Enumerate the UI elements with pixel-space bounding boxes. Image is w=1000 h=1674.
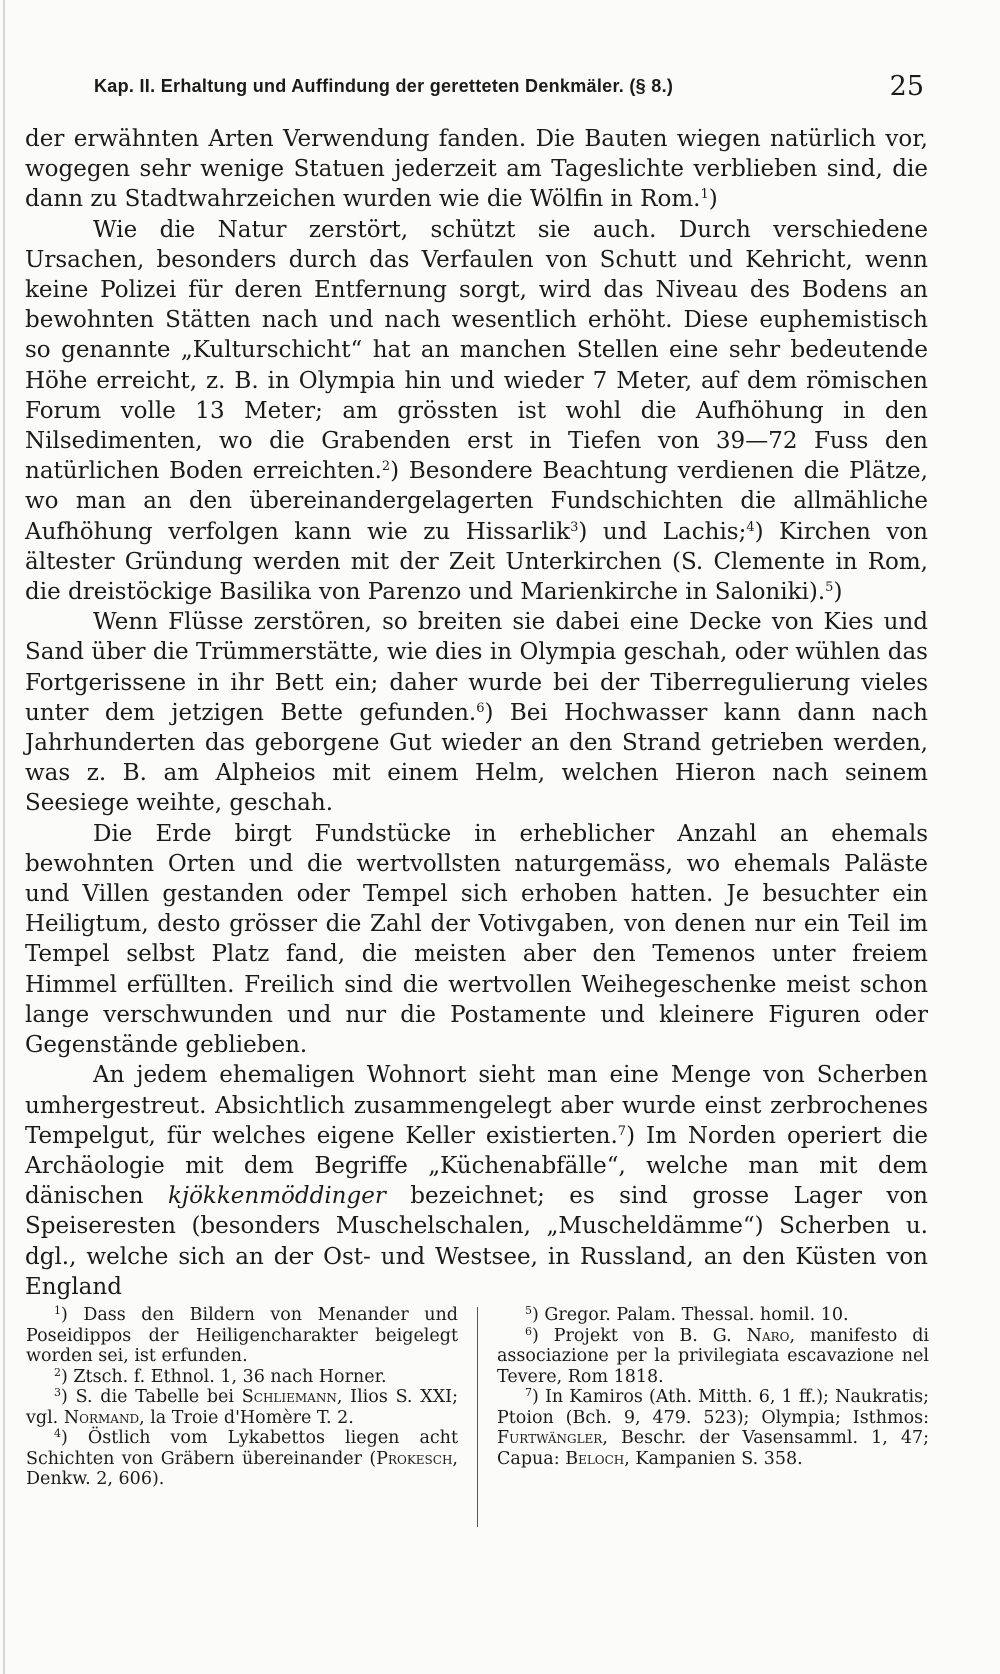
text-run: ) Im Norden operiert die Archäologie mit dem Begriffe „Küchenabfälle“, welche man mit dem dänischen [25, 1122, 928, 1210]
footnote [26, 1305, 458, 1367]
footnote-number: 5 [525, 1304, 532, 1317]
text-run: ) Kirchen von ältester Gründung werden mit der Zeit Unterkirchen (S. Clemente in Rom, die dreistöckige Basilika von Parenzo und Marienkirche in Saloniki). [25, 518, 928, 606]
footnote-text: , la Troie d'Homère T. 2. [139, 1407, 354, 1428]
footnotes-left-column [26, 1305, 458, 1527]
text-run: bezeichnet; es sind grosse Lager von Speiseresten (besonders Muschelschalen, „Muscheldämme“) Scherben u. dgl., welche sich an der Ost- und Westsee, in Russland, an den Küsten von England [25, 1183, 928, 1300]
footnote-ref: 1 [700, 187, 709, 203]
footnote-text: ) Ztsch. f. Ethnol. 1, 36 nach Horner. [61, 1366, 387, 1387]
text-run: ) [708, 186, 718, 213]
footnote-text: , Denkw. 2, 606). [26, 1448, 458, 1489]
author-name: Naro [746, 1325, 790, 1346]
footnote-text: ) Östlich vom Lykabettos liegen acht Schichten von Gräbern übereinander ( [26, 1428, 458, 1469]
footnote-text: ) In Kamiros (Ath. Mitth. 6, 1 ff.); Naukratis; Ptoion (Bch. 9, 479. 523); Olympia; Isthmos: [497, 1387, 929, 1428]
footnote-ref: 4 [746, 519, 755, 535]
paragraph [25, 607, 928, 818]
footnote-ref: 5 [825, 580, 834, 596]
author-name: Normand [63, 1407, 140, 1428]
main-text [25, 124, 928, 1302]
page-header [86, 66, 926, 106]
footnote-text: , manifesto di associazione per la privilegiata escavazione nel Tevere, Rom 1818. [497, 1325, 929, 1387]
paragraph [25, 1060, 928, 1302]
footnote-ref: 3 [570, 519, 579, 535]
scan-edge [3, 0, 5, 1674]
running-head: Kap. II. Erhaltung und Auffindung der geretteten Denkmäler. (§ 8.) [94, 75, 674, 96]
footnote-text: ) Projekt von B. G. [532, 1325, 747, 1346]
footnote-text: , Ilios S. XXI; vgl. [26, 1387, 458, 1428]
footnote-number: 7 [525, 1386, 532, 1399]
footnote-number: 3 [54, 1386, 61, 1399]
footnote [26, 1387, 458, 1428]
author-name: Prokesch [376, 1448, 453, 1469]
footnote-number: 1 [54, 1304, 61, 1317]
text-run: ) und Lachis; [578, 518, 747, 545]
footnote-text: , Kampanien S. 358. [624, 1448, 803, 1469]
footnote-text: ) Dass den Bildern von Menander und Poseidippos der Heiligencharakter beigelegt worden sei, ist erfunden. [26, 1305, 458, 1366]
footnote-ref: 2 [381, 459, 391, 475]
text-run: An jedem ehemaligen Wohnort sieht man eine Menge von Scherben umhergestreut. Absichtlich zusammengelegt aber wurde einst zerbrochenes Tempelgut, für welches eigene Keller existierten. [25, 1062, 928, 1149]
text-run: Wenn Flüsse zerstören, so breiten sie dabei eine Decke von Kies und Sand über die Trümmerstätte, wie dies in Olympia geschah, oder wühlen das Fortgerissene in ihr Bett ein; daher wurde bei der Tiberregulierung vieles unter dem jetzigen Bette gefunden. [25, 609, 928, 726]
text-run: der erwähnten Arten Verwendung fanden. Die Bauten wiegen natürlich vor, wogegen sehr wenige Statuen jederzeit am Tageslichte verblieben sind, die dann zu Stadtwahrzeichen wurden wie die Wölfin in Rom. [25, 126, 928, 213]
footnote [497, 1326, 929, 1388]
footnote-number: 6 [525, 1324, 532, 1338]
footnote [497, 1305, 929, 1326]
footnote-ref: 6 [476, 700, 485, 716]
footnote [26, 1428, 458, 1490]
text-run: ) Besondere Beachtung verdienen die Plätze, wo man an den übereinandergelagerten Fundschichten die allmähliche Aufhöhung verfolgen kann wie zu Hissarlik [25, 458, 928, 545]
paragraph [25, 124, 928, 215]
italic-term: kjökkenmöddinger [168, 1183, 386, 1210]
footnote-number: 2 [54, 1365, 61, 1379]
page-number: 25 [889, 70, 924, 102]
paragraph [25, 215, 928, 608]
text-run: ) Bei Hochwasser kann dann nach Jahrhunderten das geborgene Gut wieder an den Strand getrieben werden, was z. B. am Alpheios mit einem Helm, welchen Hieron nach seinem Seesiege weihte, geschah. [25, 699, 928, 817]
footnotes-right-column [497, 1305, 929, 1527]
footnote-text: , Beschr. der Vasensamml. 1, 47; Capua: [497, 1428, 929, 1469]
author-name: Schliemann [241, 1387, 337, 1407]
footnote-number: 4 [54, 1427, 61, 1440]
paragraph: Die Erde birgt Fundstücke in erheblicher Anzahl an ehemals bewohnten Orten und die wertvollsten naturgemäss, wo ehemals Paläste und Villen gestanden oder Tempel sich erhoben hatten. Je besuchter ein Heiligtum, desto grösser die Zahl der Votivgaben, von denen nur ein Teil im Tempel selbst Platz fand, die meisten aber den Temenos unter freiem Himmel erfüllten. Freilich sind die wertvollen Weihegeschenke meist schon lange verschwunden und nur die Postamente und kleinere Figuren oder Gegenstände geblieben. [25, 820, 928, 1059]
column-divider [477, 1307, 478, 1527]
text-run: Wie die Natur zerstört, schützt sie auch. Durch verschiedene Ursachen, besonders durch das Verfaulen von Schutt und Kehricht, wenn keine Polizei für deren Entfernung sorgt, wird das Niveau des Bodens an bewohnten Stätten nach und nach wesentlich erhöht. Diese euphemistisch so genannte „Kulturschicht“ hat an manchen Stellen eine sehr bedeutende Höhe erreicht, z. B. in Olympia hin und wieder 7 Meter, auf dem römischen Forum volle 13 Meter; am grössten ist wohl die Aufhöhung in den Nilsedimenten, wo die Grabenden erst in Tiefen von 39—72 Fuss den natürlichen Boden erreichten. [25, 216, 928, 485]
author-name: Furtwängler [497, 1428, 603, 1448]
footnote [497, 1387, 929, 1469]
footnotes [26, 1305, 929, 1527]
footnote-text: ) S. die Tabelle bei [61, 1387, 242, 1407]
author-name: Beloch [565, 1448, 625, 1469]
footnote-text: ) Gregor. Palam. Thessal. homil. 10. [532, 1305, 849, 1325]
text-run: ) [833, 579, 843, 606]
footnote-ref: 7 [617, 1123, 627, 1139]
footnote [26, 1367, 458, 1388]
